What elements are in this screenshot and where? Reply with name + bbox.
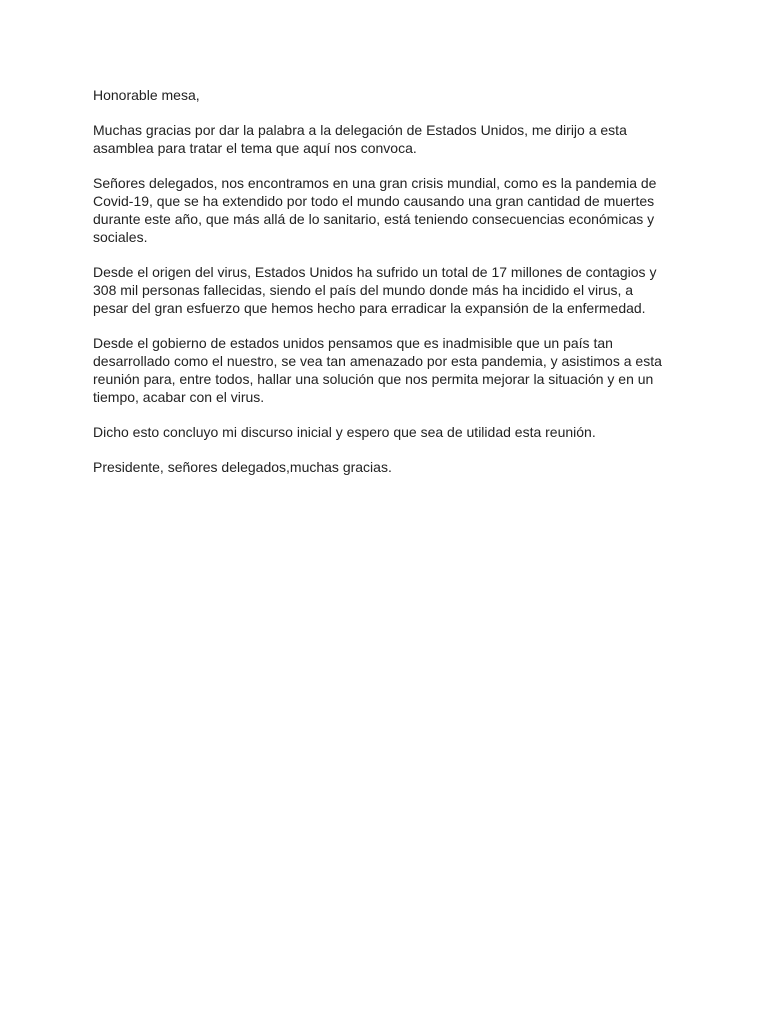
paragraph-crisis: Señores delegados, nos encontramos en una gran crisis mundial, como es la pandemia de Covid-19, que se ha extendido por todo el mundo causando una gran cantidad de muertes durante este año, que más allá de lo sanitario, está teniendo consecuencias económicas y sociales. xyxy=(93,175,657,245)
paragraph-government: Desde el gobierno de estados unidos pensamos que es inadmisible que un país tan desarrollado como el nuestro, se vea tan amenazado por esta pandemia, y asistimos a esta reunión para, entre todos, hallar una solución que nos permita mejorar la situación y en un tiempo, acabar con el virus. xyxy=(93,335,662,405)
document-body xyxy=(93,86,693,493)
closing-line: Presidente, señores delegados,muchas gracias. xyxy=(93,459,392,475)
paragraph-statistics: Desde el origen del virus, Estados Unidos ha sufrido un total de 17 millones de contagios y 308 mil personas fallecidas, siendo el país del mundo donde más ha incidido el virus, a pesar del gran esfuerzo que hemos hecho para erradicar la expansión de la enfermedad. xyxy=(93,264,657,316)
paragraph-intro: Muchas gracias por dar la palabra a la delegación de Estados Unidos, me dirijo a esta asamblea para tratar el tema que aquí nos convoca. xyxy=(93,122,627,156)
salutation: Honorable mesa, xyxy=(93,87,200,103)
paragraph-conclusion: Dicho esto concluyo mi discurso inicial y espero que sea de utilidad esta reunión. xyxy=(93,424,596,440)
